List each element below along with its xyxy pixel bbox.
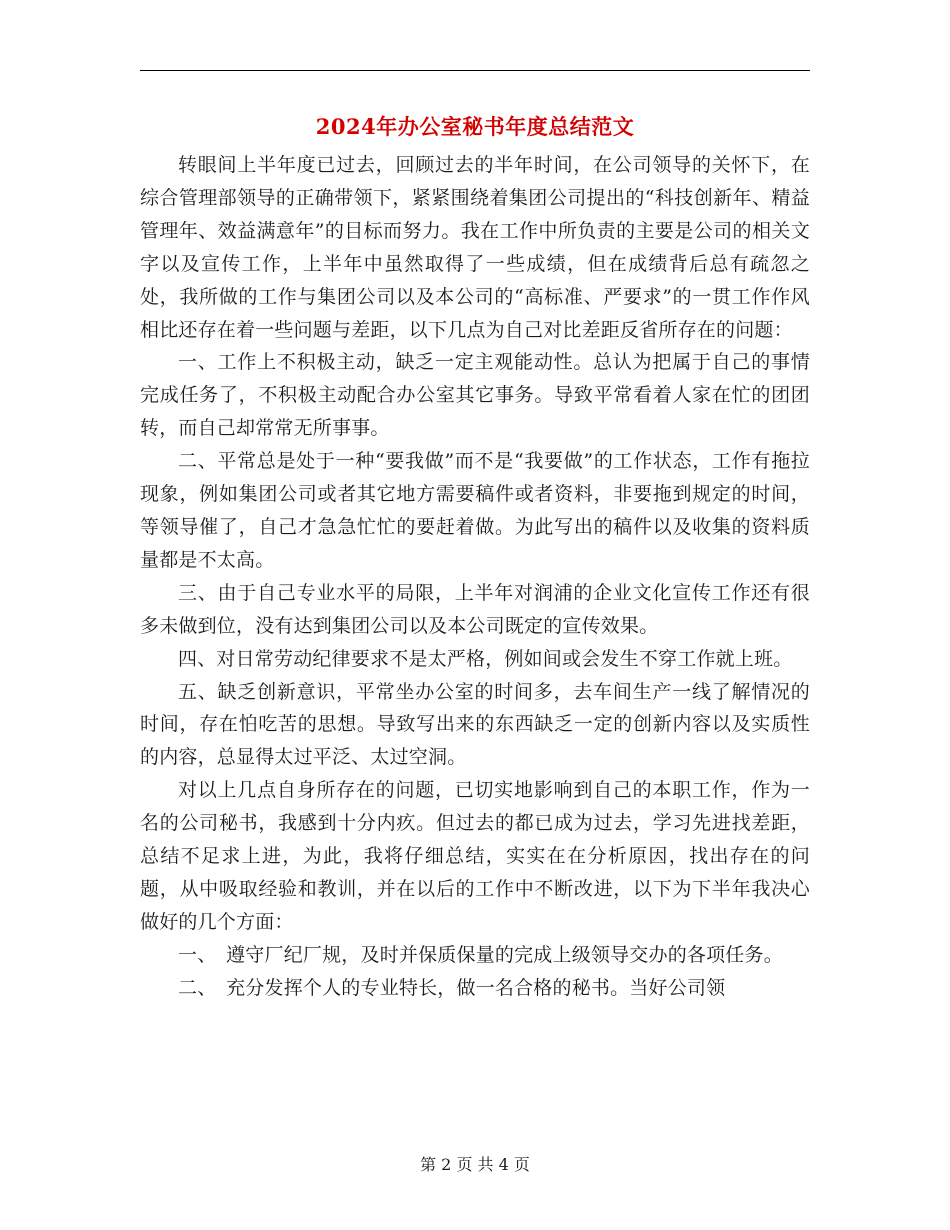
- paragraph-issue-5: 五、缺乏创新意识，平常坐办公室的时间多，去车间生产一线了解情况的时间，存在怕吃苦的思想。导致写出来的东西缺乏一定的创新内容以及实质性的内容，总显得太过平泛、太过空洞。: [140, 680, 810, 769]
- header-rule: [140, 70, 810, 71]
- document-body: [140, 149, 810, 1005]
- paragraph-issue-3: 三、由于自己专业水平的局限，上半年对润浦的企业文化宣传工作还有很多未做到位，没有达到集团公司以及本公司既定的宣传效果。: [140, 581, 810, 637]
- paragraph-plan-1: 一、 遵守厂纪厂规，及时并保质保量的完成上级领导交办的各项任务。: [178, 943, 783, 966]
- paragraph-issue-4: 四、对日常劳动纪律要求不是太严格，例如间或会发生不穿工作就上班。: [178, 647, 793, 670]
- page-number-footer: 第 2 页 共 4 页: [420, 1155, 530, 1174]
- paragraph-intro: 转眼间上半年度已过去，回顾过去的半年时间，在公司领导的关怀下，在综合管理部领导的正确带领下，紧紧围绕着集团公司提出的“科技创新年、精益管理年、效益满意年”的目标而努力。我在工作中所负责的主要是公司的相关文字以及宣传工作，上半年中虽然取得了一些成绩，但在成绩背后总有疏忽之处，我所做的工作与集团公司以及本公司的“高标准、严要求”的一贯工作作风相比还存在着一些问题与差距，以下几点为自己对比差距反省所存在的问题：: [140, 154, 810, 341]
- paragraph-plan-2: 二、 充分发挥个人的专业特长，做一名合格的秘书。当好公司领: [178, 976, 726, 999]
- paragraph-issue-2: 二、平常总是处于一种“要我做”而不是“我要做”的工作状态，工作有拖拉现象，例如集团公司或者其它地方需要稿件或者资料，非要拖到规定的时间，等领导催了，自己才急急忙忙的要赶着做。为此写出的稿件以及收集的资料质量都是不太高。: [140, 450, 810, 571]
- paragraph-reflection: 对以上几点自身所存在的问题，已切实地影响到自己的本职工作，作为一名的公司秘书，我感到十分内疚。但过去的都已成为过去，学习先进找差距，总结不足求上进，为此，我将仔细总结，实实在在分析原因，找出存在的问题，从中吸取经验和教训，并在以后的工作中不断改进，以下为下半年我决心做好的几个方面：: [140, 779, 810, 933]
- document-title: 2024年办公室秘书年度总结范文: [315, 114, 635, 139]
- paragraph-issue-1: 一、工作上不积极主动，缺乏一定主观能动性。总认为把属于自己的事情完成任务了，不积极主动配合办公室其它事务。导致平常看着人家在忙的团团转，而自己却常常无所事事。: [140, 351, 810, 440]
